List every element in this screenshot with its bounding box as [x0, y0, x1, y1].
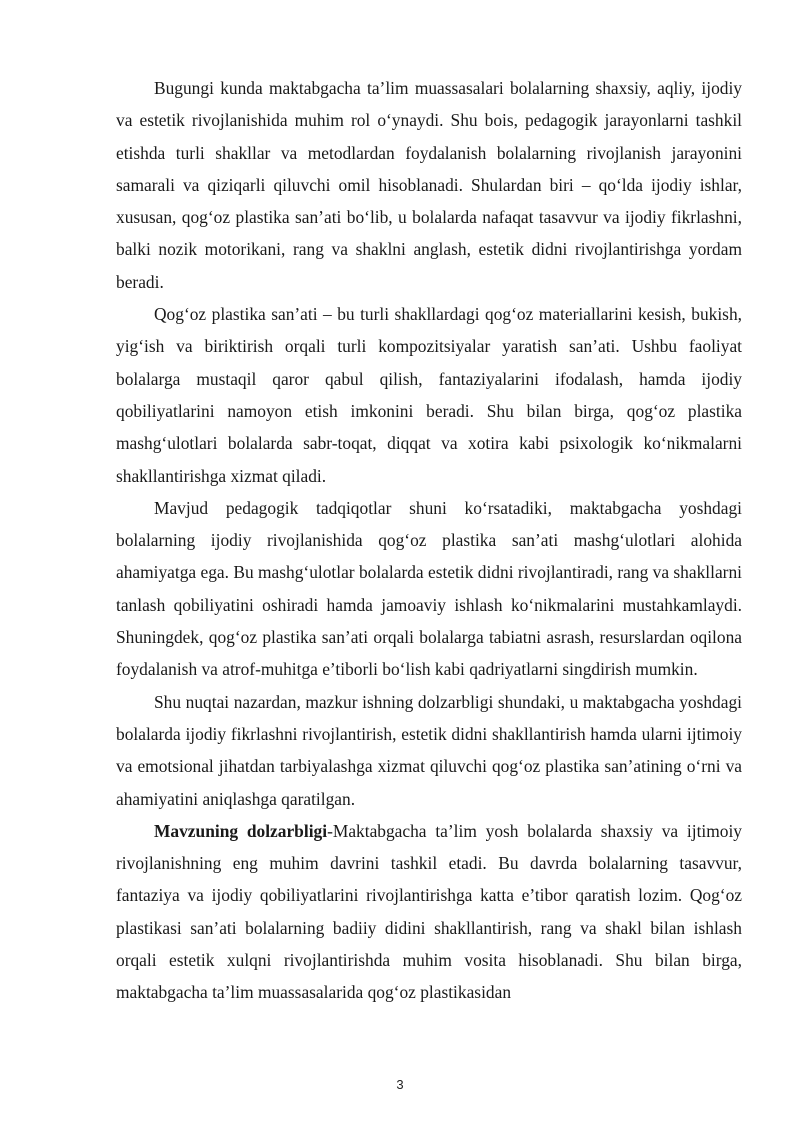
paragraph-relevance-summary [116, 686, 742, 815]
paragraph-text: -Maktabgacha ta’lim yosh bolalarda shaxsiy va ijtimoiy rivojlanishning eng muhim davrini tashkil etadi. Bu davrda bolalarning tasavvur, fantaziya va ijodiy qobiliyatlarini rivojlantirishga katta e’tibor qaratish lozim. Qog‘oz plastikasi san’ati bolalarning badiiy didini shakllantirish, rang va shakl bilan ishlash orqali estetik xulqni rivojlantirishda muhim vosita hisoblanadi. Shu bilan birga, maktabgacha ta’lim muassasalarida qog‘oz plastikasidan [116, 820, 743, 1003]
page-number: 3 [396, 1077, 404, 1092]
paragraph-text: Bugungi kunda maktabgacha ta’lim muassasalari bolalarning shaxsiy, aqliy, ijodiy va estetik rivojlanishida muhim rol o‘ynaydi. Shu bois, pedagogik jarayonlarni tashkil etishda turli shakllar va metodlardan foydalanish bolalarning rivojlanish jarayonini samarali va qiziqarli qiluvchi omil hisoblanadi. Shulardan biri – qo‘lda ijodiy ishlar, xususan, qog‘oz plastika san’ati bo‘lib, u bolalarda nafaqat tasavvur va ijodiy fikrlashni, balki nozik motorikani, rang va shaklni anglash, estetik didni rivojlantirishga yordam beradi. [116, 78, 742, 292]
paragraph-topic-relevance [116, 815, 742, 1009]
paragraph-research [116, 492, 742, 686]
paragraph-text: Qog‘oz plastika san’ati – bu turli shakllardagi qog‘oz materiallarini kesish, bukish, yig‘ish va biriktirish orqali turli kompozitsiyalar yaratish san’ati. Ushbu faoliyat bolalarga mustaqil qaror qabul qilish, fantaziyalarini ifodalash, hamda ijodiy qobiliyatlarini namoyon etish imkonini beradi. Shu bilan birga, qog‘oz plastika mashg‘ulotlari bolalarda sabr-toqat, diqqat va xotira kabi psixologik ko‘nikmalarni shakllantirishga xizmat qiladi. [116, 304, 742, 486]
paragraph-text: Mavjud pedagogik tadqiqotlar shuni ko‘rsatadiki, maktabgacha yoshdagi bolalarning ijodiy rivojlanishida qog‘oz plastika san’ati mashg‘ulotlari alohida ahamiyatga ega. Bu mashg‘ulotlar bolalarda estetik didni rivojlantiradi, rang va shakllarni tanlash qobiliyatini oshiradi hamda jamoaviy ishlash ko‘nikmalarini mustahkamlaydi. Shuningdek, qog‘oz plastika san’ati orqali bolalarga tabiatni asrash, resurslardan oqilona foydalanish va atrof-muhitga e’tiborli bo‘lish kabi qadriyatlarni singdirish mumkin. [116, 497, 742, 680]
paragraph-lead-bold: Mavzuning dolzarbligi [154, 820, 328, 841]
paragraph-text: Shu nuqtai nazardan, mazkur ishning dolzarbligi shundaki, u maktabgacha yoshdagi bolalarda ijodiy fikrlashni rivojlantirish, estetik didni shakllantirish hamda ularni ijtimoiy va emotsional jihatdan tarbiyalashga xizmat qiluvchi qog‘oz plastika san’atining o‘rni va ahamiyatini aniqlashga qaratilgan. [116, 691, 742, 809]
paragraph-paper-plastic-definition [116, 298, 742, 492]
paragraph-intro [116, 72, 742, 298]
document-body [116, 72, 742, 1009]
